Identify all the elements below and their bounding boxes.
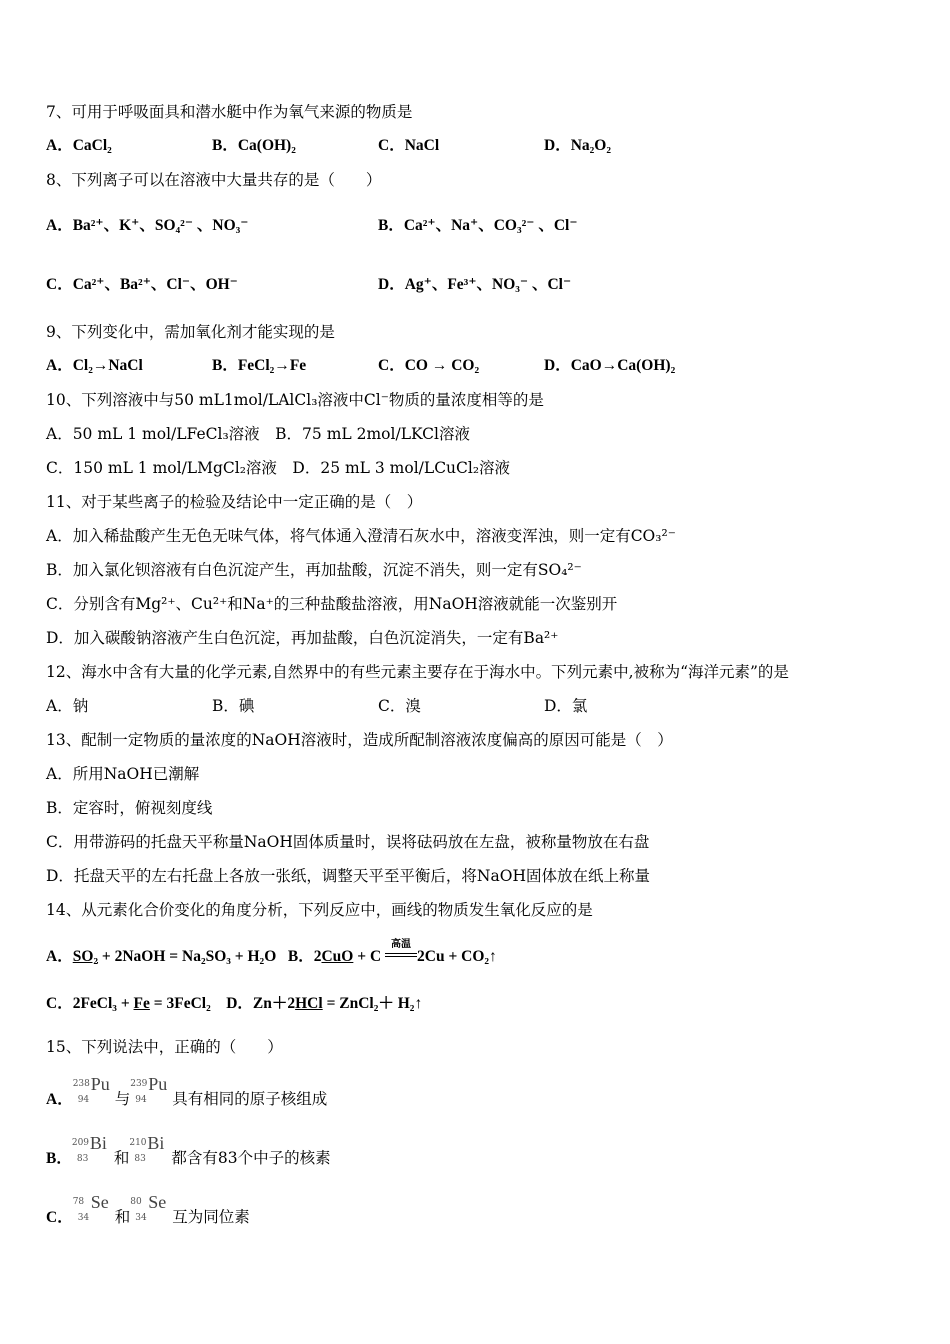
q7-option-a: A．CaCl₂: [46, 137, 112, 154]
q15-option-c: C． 78 34 Se 和 80 34 Se 互为同位素: [46, 1192, 250, 1226]
q15-option-b: B． 209 83 Bi 和 210 83 Bi 都含有83个中子的核素: [46, 1133, 331, 1167]
q14-d-underlined: HCl: [295, 995, 323, 1012]
nuclide-se78: 78 34 Se: [72, 1192, 109, 1223]
q9-option-a: A．Cl₂→NaCl: [46, 357, 143, 374]
q9-option-c: C．CO → CO₂: [378, 357, 480, 374]
q8-option-c: C．Ca²⁺、Ba²⁺、Cl⁻、OH⁻: [46, 276, 238, 293]
q12-stem: 12、海水中含有大量的化学元素,自然界中的有些元素主要存在于海水中。下列元素中,被称为“海洋元素”的是: [46, 663, 789, 681]
q11-option-d: D．加入碳酸钠溶液产生白色沉淀，再加盐酸，白色沉淀消失，一定有Ba²⁺: [46, 629, 559, 647]
q10-options-ab: A．50 mL 1 mol/LFeCl₃溶液 B．75 mL 2mol/LKCl溶液: [46, 425, 470, 443]
q13-option-c: C．用带游码的托盘天平称量NaOH固体质量时，误将砝码放在左盘，被称量物放在右盘: [46, 833, 650, 851]
q8-option-a: A．Ba²⁺、K⁺、SO₄²⁻ 、NO₃⁻: [46, 217, 249, 234]
q12-option-b: B．碘: [212, 697, 255, 715]
q11-option-b: B．加入氯化钡溶液有白色沉淀产生，再加盐酸，沉淀不消失，则一定有SO₄²⁻: [46, 561, 582, 579]
q13-stem: 13、配制一定物质的量浓度的NaOH溶液时，造成所配制溶液浓度偏高的原因可能是（ ）: [46, 731, 673, 749]
q9-stem: 9、下列变化中，需加氧化剂才能实现的是: [46, 323, 335, 341]
q14-a-underlined: SO₂: [72, 948, 99, 965]
q14-c-underlined: Fe: [133, 995, 150, 1012]
q9-option-d: D．CaO→Ca(OH)₂: [544, 357, 676, 374]
q14-b-underlined: CuO: [321, 948, 354, 965]
nuclide-se80: 80 34 Se: [130, 1192, 167, 1223]
q12-option-d: D．氯: [544, 697, 588, 715]
q11-option-c: C．分别含有Mg²⁺、Cu²⁺和Na⁺的三种盐酸盐溶液，用NaOH溶液就能一次鉴别开: [46, 595, 618, 613]
q11-stem: 11、对于某些离子的检验及结论中一定正确的是（ ）: [46, 493, 423, 511]
q7-stem: 7、可用于呼吸面具和潜水艇中作为氧气来源的物质是: [46, 103, 413, 121]
nuclide-pu238: 238 94 Pu: [72, 1074, 110, 1105]
q9-option-b: B．FeCl₂→Fe: [212, 357, 307, 374]
q14-stem: 14、从元素化合价变化的角度分析，下列反应中，画线的物质发生氧化反应的是: [46, 901, 593, 919]
q14-options-cd: C．2FeCl₃ + Fe = 3FeCl₂ D．Zn＋2HCl = ZnCl₂＋ H₂↑: [46, 995, 423, 1012]
q10-options-cd: C．150 mL 1 mol/LMgCl₂溶液 D．25 mL 3 mol/LCuCl₂溶液: [46, 459, 511, 477]
nuclide-bi210: 210 83 Bi: [129, 1133, 165, 1164]
q15-stem: 15、下列说法中，正确的（ ）: [46, 1038, 283, 1056]
q13-option-a: A．所用NaOH已潮解: [46, 765, 200, 783]
q13-option-b: B．定容时，俯视刻度线: [46, 799, 213, 817]
q8-option-d: D．Ag⁺、Fe³⁺、NO₃⁻ 、Cl⁻: [378, 276, 572, 293]
nuclide-pu239: 239 94 Pu: [130, 1074, 168, 1105]
q12-option-c: C．溴: [378, 697, 421, 715]
q7-option-c: C．NaCl: [378, 137, 440, 154]
q11-option-a: A．加入稀盐酸产生无色无味气体，将气体通入澄清石灰水中，溶液变浑浊，则一定有CO₃²⁻: [46, 527, 676, 545]
q12-option-a: A．钠: [46, 697, 89, 715]
q14-options-ab: A．SO₂ + 2NaOH = Na₂SO₃ + H₂O B．2CuO + C 高温 2Cu + CO₂↑: [46, 947, 497, 967]
nuclide-bi209: 209 83 Bi: [71, 1133, 107, 1164]
q13-option-d: D．托盘天平的左右托盘上各放一张纸，调整天平至平衡后，将NaOH固体放在纸上称量: [46, 867, 650, 885]
q7-option-d: D．Na₂O₂: [544, 137, 611, 154]
q8-stem: 8、下列离子可以在溶液中大量共存的是（ ）: [46, 171, 382, 189]
reaction-condition-arrow: 高温: [385, 947, 417, 967]
q7-option-b: B．Ca(OH)₂: [212, 137, 296, 154]
q15-option-a: A． 238 94 Pu 与 239 94 Pu 具有相同的原子核组成: [46, 1074, 328, 1108]
q8-option-b: B．Ca²⁺、Na⁺、CO₃²⁻ 、Cl⁻: [378, 217, 578, 234]
q10-stem: 10、下列溶液中与50 mL1mol/LAlCl₃溶液中Cl⁻物质的量浓度相等的是: [46, 391, 544, 409]
